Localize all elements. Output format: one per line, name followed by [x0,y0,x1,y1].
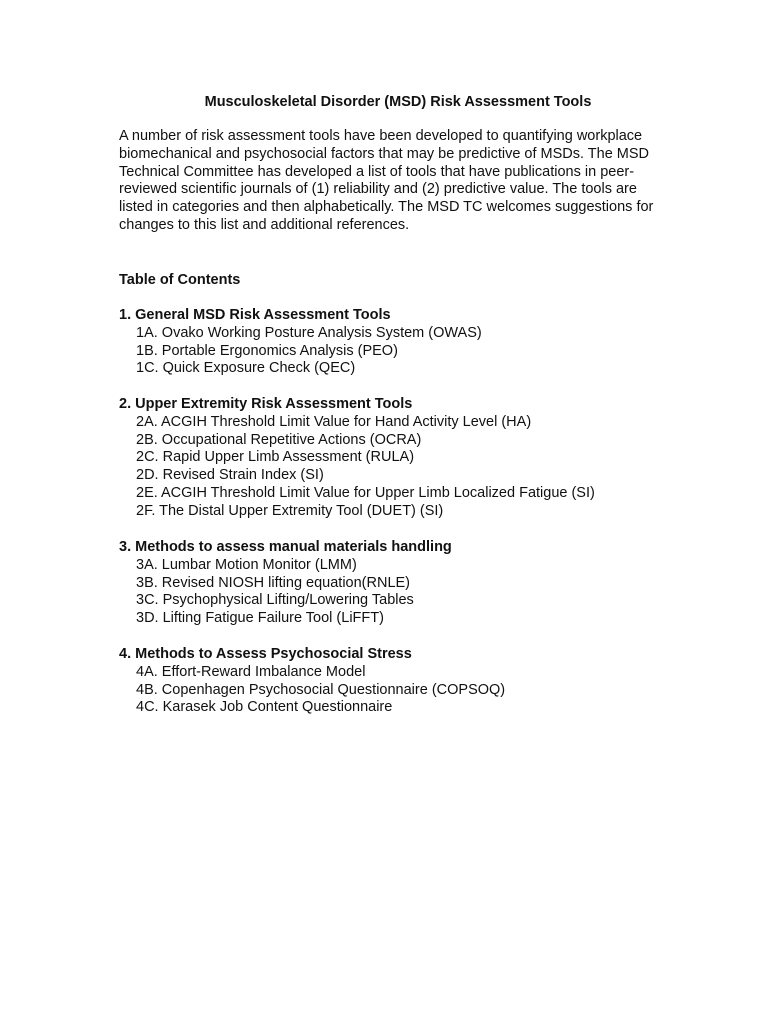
toc-section-general-msd [119,307,719,378]
toc-item: 2C. Rapid Upper Limb Assessment (RULA) [136,449,415,466]
intro-paragraph [119,128,699,235]
toc-item: 3B. Revised NIOSH lifting equation(RNLE) [136,574,411,591]
intro-line: Technical Committee has developed a list of tools that have publications in peer- [119,163,635,180]
toc-item: 2F. The Distal Upper Extremity Tool (DUET) (SI) [136,502,444,519]
toc-section-title: 3. Methods to assess manual materials handling [119,539,452,555]
toc-item: 2D. Revised Strain Index (SI) [136,467,324,484]
toc-item: 1B. Portable Ergonomics Analysis (PEO) [136,342,398,359]
toc-item: 2E. ACGIH Threshold Limit Value for Upper Limb Localized Fatigue (SI) [136,484,595,501]
toc-item: 2A. ACGIH Threshold Limit Value for Hand Activity Level (HA) [136,413,532,430]
toc-item: 4B. Copenhagen Psychosocial Questionnaire (COPSOQ) [136,681,506,698]
toc-item: 4A. Effort-Reward Imbalance Model [136,663,366,680]
intro-line: A number of risk assessment tools have been developed to quantifying workplace [119,128,643,144]
toc-section-manual-materials-handling [119,539,719,628]
intro-line: listed in categories and then alphabetically. The MSD TC welcomes suggestions for [119,199,654,216]
toc-section-title: 1. General MSD Risk Assessment Tools [119,307,391,323]
toc-item: 3D. Lifting Fatigue Failure Tool (LiFFT) [136,610,384,627]
intro-line: reviewed scientific journals of (1) reliability and (2) predictive value. The tools are [119,181,637,198]
toc-item: 3A. Lumbar Motion Monitor (LMM) [136,556,357,573]
toc-section-title: 2. Upper Extremity Risk Assessment Tools [119,396,413,412]
toc-item: 2B. Occupational Repetitive Actions (OCRA) [136,431,422,448]
toc-section-title: 4. Methods to Assess Psychosocial Stress [119,646,412,662]
intro-line: changes to this list and additional references. [119,216,410,233]
toc-item: 1C. Quick Exposure Check (QEC) [136,360,356,377]
document-title: Musculoskeletal Disorder (MSD) Risk Assessment Tools [204,94,592,110]
toc-item: 1A. Ovako Working Posture Analysis System (OWAS) [136,324,482,341]
toc-section-psychosocial-stress [119,646,719,717]
toc-item: 4C. Karasek Job Content Questionnaire [136,699,393,716]
toc-item: 3C. Psychophysical Lifting/Lowering Tables [136,592,414,609]
toc-heading: Table of Contents [119,272,241,288]
toc-section-upper-extremity [119,396,719,521]
intro-line: biomechanical and psychosocial factors that may be predictive of MSDs. The MSD [119,145,650,162]
